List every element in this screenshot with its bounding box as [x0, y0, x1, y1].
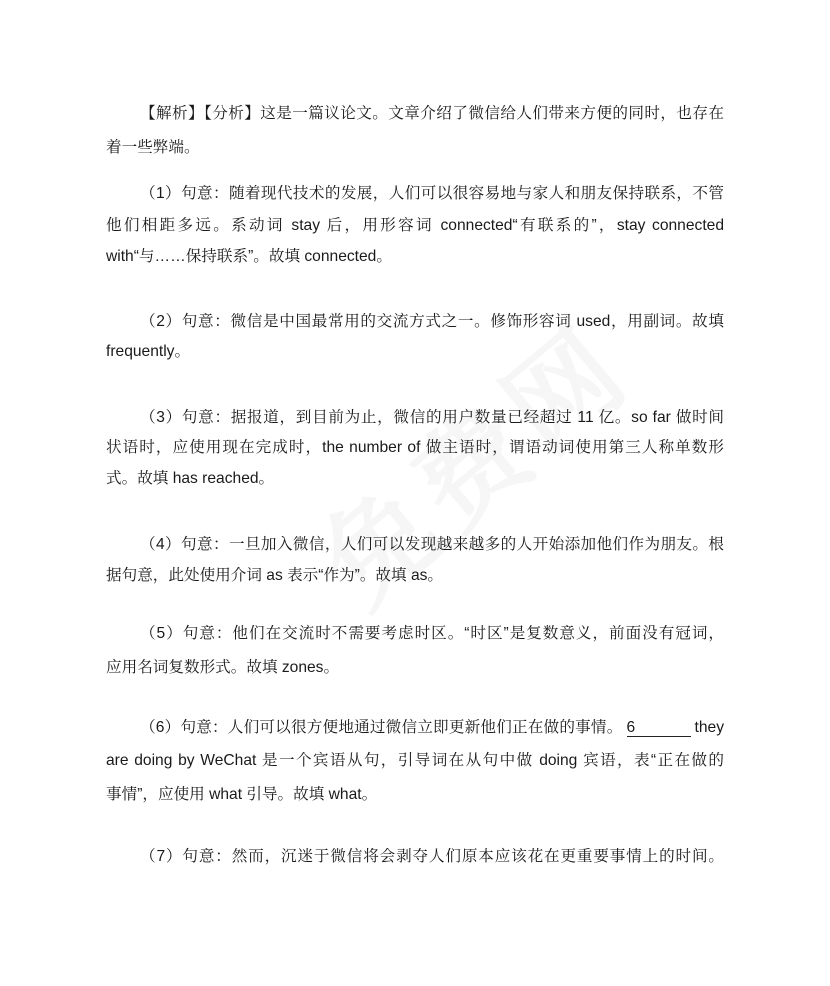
text-line: （1）句意：随着现代技术的发展，人们可以很容易地与家人和朋友保持联系，不管	[140, 185, 724, 202]
text-line: are doing by WeChat 是一个宾语从句，引导词在从句中做 doing 宾语，表“正在做的	[106, 752, 724, 769]
text-line	[140, 718, 724, 738]
text-line: 着一些弊端。	[106, 139, 200, 156]
text-line: （7）句意：然而，沉迷于微信将会剥夺人们原本应该花在更重要事情上的时间。	[140, 848, 724, 865]
text-line: （3）句意：据报道，到目前为止，微信的用户数量已经超过 11 亿。so far 做时间	[140, 409, 724, 426]
text-segment: they	[694, 719, 724, 736]
text-line: 式。故填 has reached。	[106, 470, 275, 487]
text-line: （2）句意：微信是中国最常用的交流方式之一。修饰形容词 used，用副词。故填	[140, 313, 724, 330]
fill-blank: 6	[627, 719, 691, 737]
text-line: 据句意，此处使用介词 as 表示“作为”。故填 as。	[106, 567, 444, 584]
text-line: with“与……保持联系”。故填 connected。	[106, 248, 392, 265]
text-line: （5）句意：他们在交流时不需要考虑时区。“时区”是复数意义，前面没有冠词，	[140, 625, 724, 642]
text-line: 他们相距多远。系动词 stay 后，用形容词 connected“有联系的”，stay connected	[106, 217, 724, 234]
text-line: 【解析】【分析】这是一篇议论文。文章介绍了微信给人们带来方便的同时，也存在	[140, 105, 724, 122]
text-line: 状语时，应使用现在完成时，the number of 做主语时，谓语动词使用第三人称单数形	[106, 439, 724, 456]
text-line: 事情”，应使用 what 引导。故填 what。	[106, 786, 378, 803]
text-line: frequently。	[106, 343, 191, 360]
text-line: 应用名词复数形式。故填 zones。	[106, 659, 340, 676]
text-line: （4）句意：一旦加入微信，人们可以发现越来越多的人开始添加他们作为朋友。根	[140, 536, 724, 553]
text-segment: （6）句意：人们可以很方便地通过微信立即更新他们正在做的事情。	[140, 719, 623, 736]
